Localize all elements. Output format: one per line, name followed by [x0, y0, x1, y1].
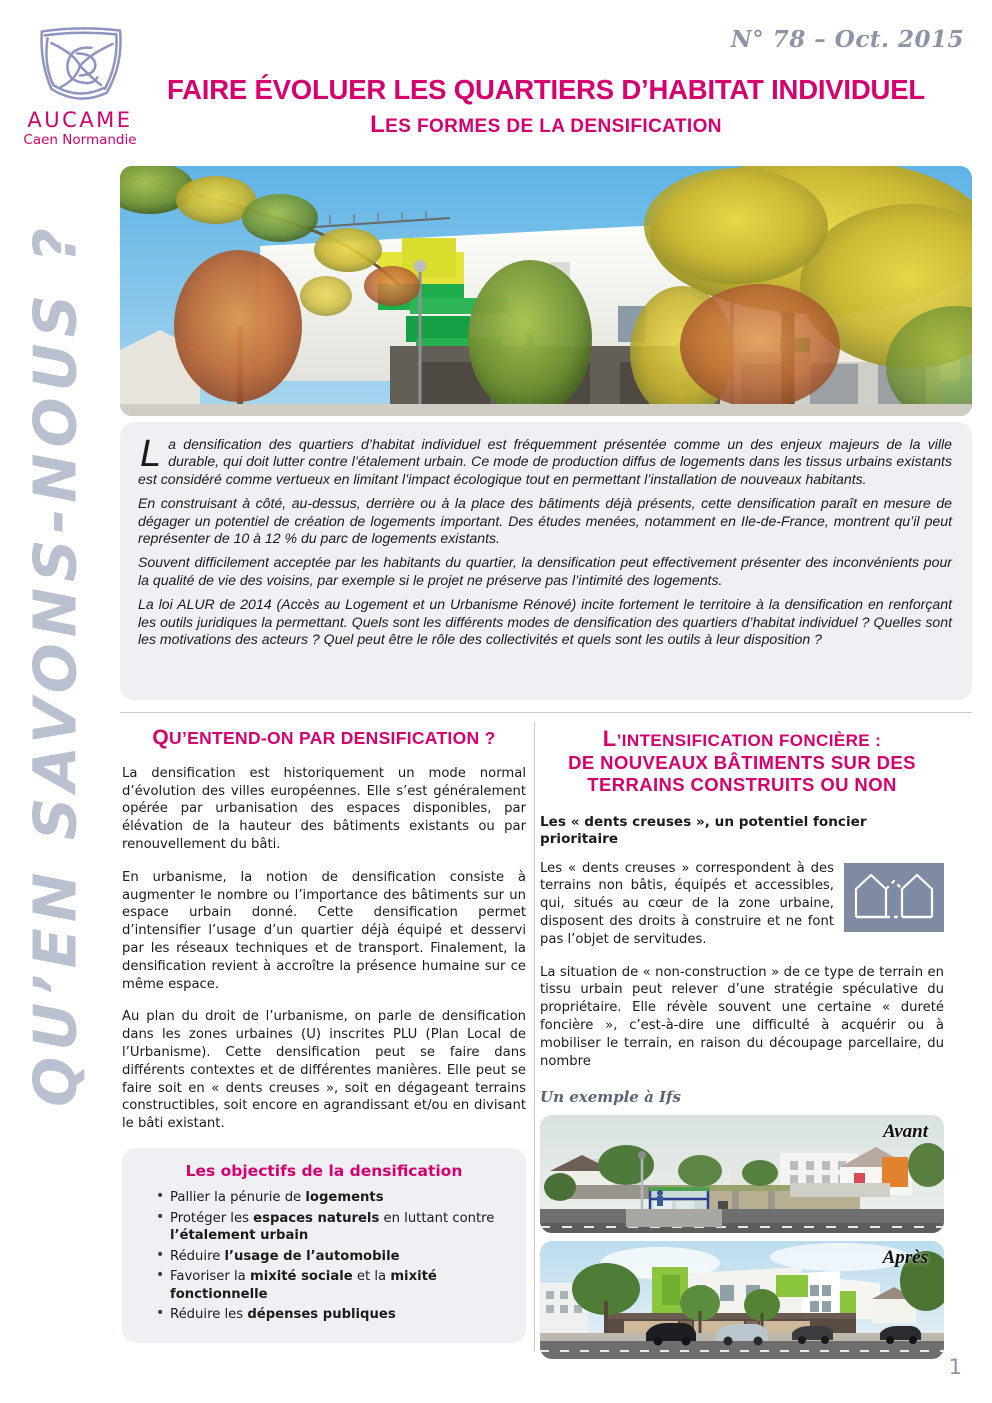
objective-text: Favoriser la [170, 1269, 250, 1285]
objective-text: Réduire les [170, 1307, 248, 1323]
objectives-panel [122, 1148, 526, 1343]
objectives-title: Les objectifs de la densification [185, 1161, 463, 1180]
page-title: FAIRE ÉVOLUER LES QUARTIERS D’HABITAT INDIVIDUEL [167, 74, 925, 105]
hero-photo [120, 166, 972, 416]
right-heading-line-3: TERRAINS CONSTRUITS OU NON [587, 773, 897, 795]
column-divider [534, 722, 535, 1352]
objective-text: Réduire [170, 1248, 225, 1264]
right-heading-initial: L [602, 726, 617, 751]
left-vertical-band [0, 0, 118, 1403]
hero-photo-illustration [120, 166, 972, 416]
objective-bold: dépenses publiques [247, 1307, 396, 1323]
right-heading-line-2: DE NOUVEAUX BÂTIMENTS SUR DES [568, 751, 916, 773]
aucame-sketch-logo-icon [32, 22, 128, 108]
objective-text-2: en luttant contre [379, 1210, 495, 1226]
example-title: Un exemple à Ifs [540, 1088, 681, 1107]
photo-after [540, 1241, 944, 1359]
right-heading-line-1-rest: ’INTENSIFICATION FONCIÈRE : [616, 731, 882, 750]
section-divider [120, 712, 972, 713]
list-item [156, 1248, 510, 1266]
objectives-list [138, 1189, 510, 1324]
page-number: 1 [948, 1355, 962, 1379]
intro-paragraph-3: Souvent difficilement acceptée par les habitants du quartier, la densification peut effectivement présenter des inconvénients pour la qualité de vie des voisins, par exemple si le projet ne préserve pas l’intimité des logements. [138, 554, 952, 588]
subtitle-initial: L [370, 111, 386, 138]
list-item [156, 1268, 510, 1303]
dents-creuses-subheading: Les « dents creuses », un potentiel foncier prioritaire [540, 813, 867, 847]
intro-panel [120, 422, 972, 700]
left-section-heading [122, 726, 526, 751]
list-item [156, 1210, 510, 1245]
objective-bold-2: l’étalement urbain [170, 1228, 309, 1244]
objective-text: Protéger les [170, 1210, 254, 1226]
objective-bold: espaces naturels [253, 1210, 380, 1226]
intro-paragraph-1-text: a densification des quartiers d’habitat individuel est fréquemment présentée comme un des enjeux majeurs de la ville durable, qui doit lutter contre l’étalement urbain. Ce mode de production diffus de logements dans les tissus urbains existants est considéré comme vertueux en limitant l’impact écologique tout en permettant l’installation de nouveaux habitants. [138, 436, 952, 487]
objective-bold: l’usage de l’automobile [224, 1248, 400, 1264]
vertical-series-title: QU’EN SAVONS-NOUS ? [20, 222, 90, 1107]
logo-tagline: Caen Normandie [23, 132, 137, 148]
left-heading-rest: U’ENTEND-ON PAR DENSIFICATION ? [169, 728, 496, 748]
intro-paragraph-2: En construisant à côté, au-dessus, derrière ou à la place des bâtiments déjà présents, cette densification paraît en mesure de dégager un potentiel de création de logements important. Des études menées, notamment en Ile-de-France, montrent qu’il peut représenter de 10 à 12 % du parc de logements existants. [138, 495, 952, 547]
subtitle-rest: ES FORMES DE LA DENSIFICATION [385, 116, 722, 137]
objective-bold-2: mixité fonctionnelle [170, 1269, 437, 1302]
list-item [156, 1189, 510, 1207]
photo-after-label: Après [882, 1247, 928, 1269]
right-section-heading [540, 726, 944, 796]
three-houses-gap-icon [844, 863, 944, 932]
objective-bold: logements [305, 1189, 384, 1205]
left-heading-initial: Q [152, 726, 170, 749]
right-paragraph-2: La situation de « non-construction » de ce type de terrain en tissu urbain peut relever d’une stratégie spéculative du propriétaire. Elle révèle souvent une certaine « dureté foncière », c’est-à-dire une difficulté à acquérir ou à mobiliser le terrain, en raison du découpage parcellaire, du nombre [540, 964, 944, 1069]
photo-before [540, 1115, 944, 1233]
right-heading-line-1 [540, 726, 944, 752]
left-column [122, 726, 526, 1343]
right-paragraph-1: Les « dents creuses » correspondent à des terrains non bâtis, équipés et accessibles, qui, situés au cœur de la zone urbaine, disposent des droits à construire et ne font pas l’objet de servitudes. [540, 860, 834, 947]
right-column [540, 726, 944, 1367]
intro-paragraph-1 [138, 433, 952, 488]
left-paragraph-1: La densification est historiquement un mode normal d’évolution des villes européennes. Elle s’est généralement opérée par urbanisation des espaces disponibles, par élévation de la hauteur des bâtiments existants ou par renouvellement du bâti. [122, 765, 526, 852]
issue-number: N° 78 – Oct. 2015 [730, 26, 964, 53]
objective-text-2: et la [352, 1269, 391, 1285]
photo-before-label: Avant [882, 1121, 928, 1143]
intro-dropcap: L [140, 433, 162, 475]
objective-text: Pallier la pénurie de [170, 1189, 306, 1205]
page-subtitle [120, 111, 972, 139]
list-item [156, 1306, 510, 1324]
intro-paragraph-4: La loi ALUR de 2014 (Accès au Logement et un Urbanisme Rénové) incite fortement le territoire à la densification en renforçant les outils juridiques la permettant. Quels sont les différents modes de densification des quartiers d’habitat individuel ? Quelles sont les motivations des acteurs ? Quel peut être le rôle des collectivités et quels sont les outils à leur disposition ? [138, 596, 952, 648]
logo-wordmark: AUCAME [27, 108, 133, 132]
left-paragraph-3: Au plan du droit de l’urbanisme, on parle de densification dans les zones urbaines (U) inscrites PLU (Plan Local de l’Urbanisme). Cette densification peut se faire dans différents contextes et de différentes manières. Elle peut se faire soit en « dents creuses », soit en dégageant terrains constructibles, soit encore en agrandissant et/ou en divisant le bâti existant. [122, 1009, 526, 1132]
objective-bold: mixité sociale [249, 1269, 353, 1285]
left-paragraph-2: En urbanisme, la notion de densification consiste à augmenter le nombre ou l’importance des bâtiments sur un espace urbain donné. Cette densification permet d’intensifier l’usage d’un quartier déjà équipé et desservi par les réseaux techniques et de transport. Finalement, la densification revient à accroître la présence humaine sur ce même espace. [122, 869, 526, 992]
